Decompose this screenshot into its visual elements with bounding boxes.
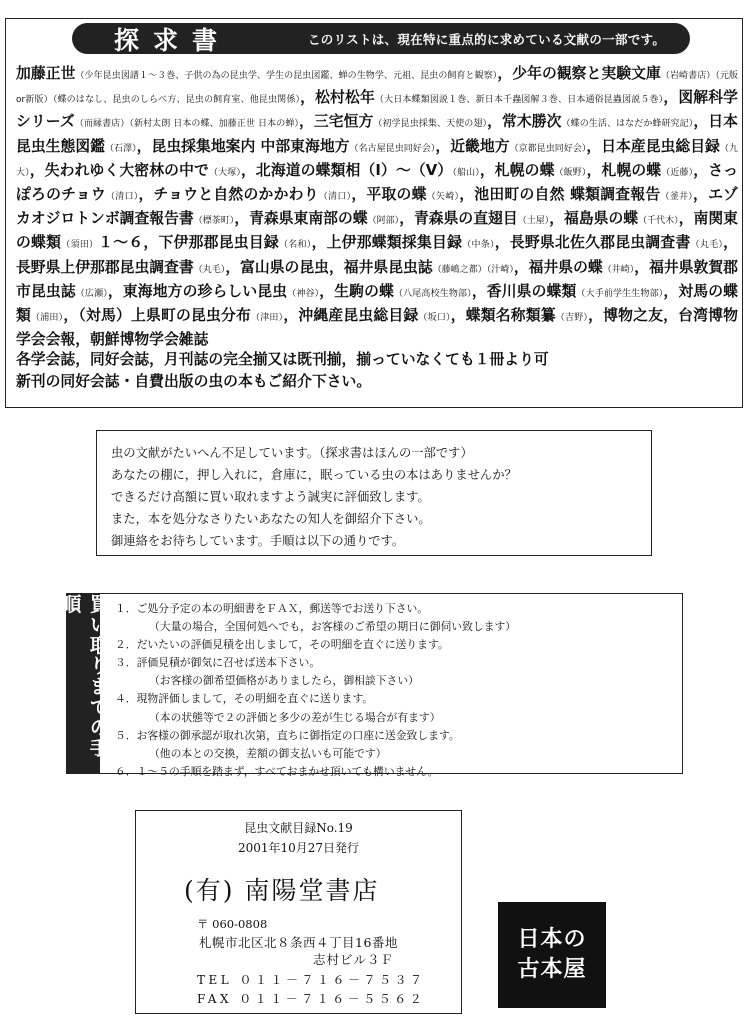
book-title: ，平取の蝶: [351, 186, 427, 204]
book-note: （少年昆虫図譜１～３巻、子供の為の昆虫学、学生の昆虫図鑑、蝉の生物学、元祖、昆虫の飼育と観察）: [75, 71, 498, 81]
message-line: 御連絡をお待ちしています。手順は以下の通りです。: [111, 534, 405, 548]
book-note: （清口）: [318, 192, 352, 203]
book-title: ，昆虫採集地案内 中部東海地方: [136, 137, 350, 155]
book-title: ，失われゆく大密林の中で: [29, 161, 209, 179]
book-title: ，図解科学シリーズ: [16, 89, 738, 131]
book-title: 加藤正世: [16, 65, 76, 82]
book-note: （坂口）: [418, 313, 451, 324]
book-title: ，香川県の蝶類: [471, 282, 577, 300]
book-title: ，札幌の蝶: [479, 161, 555, 179]
book-note: （神谷）: [287, 288, 320, 299]
book-title: ，日本昆虫生態図鑑: [16, 113, 738, 155]
wanted-subtitle: このリストは、現在特に重点的に求めている文献の一部です。: [308, 31, 666, 47]
book-note: （広瀬）: [75, 288, 108, 299]
book-note: （八尾高校生物部）: [394, 288, 472, 299]
procedure-step: ２．だいたいの評価見積を出しまして，その明細を直ぐに送ります。: [115, 638, 449, 652]
book-title: １～６，下伊那郡昆虫目録: [98, 234, 279, 252]
book-note: （丸毛）: [193, 264, 226, 275]
wanted-footer: [16, 349, 738, 393]
book-title: ，長野県北佐久郡昆虫調査書: [494, 234, 691, 252]
book-note: （千代木）: [638, 216, 679, 227]
wanted-books-box: [5, 18, 743, 408]
book-title: ，日本産昆虫総目録: [586, 137, 720, 155]
book-note: （須田）: [61, 240, 99, 251]
procedure-box: [58, 593, 683, 778]
procedure-label: 買い取りまでの手順: [67, 594, 100, 773]
procedure-step: ５．お客様の御承認が取れ次第，直ちに御指定の口座に送金致します。: [115, 728, 460, 742]
book-title: ，対馬の蝶類: [16, 282, 738, 325]
book-title: ，博物之友，台湾博物学会会報，朝鮮博物学会雑誌: [16, 307, 738, 349]
logo-line: 日本の: [517, 927, 587, 952]
book-title: ，さっぽろのチョウ: [16, 161, 738, 204]
book-note: （九大）: [16, 143, 738, 178]
book-note: （矢崎）: [426, 192, 460, 203]
book-title: ，蝶類名称類纂: [450, 307, 556, 325]
book-title: ，三宅恒方: [298, 113, 374, 131]
shop-name: (有) 南陽堂書店: [184, 876, 380, 905]
book-title: ，エゾカオジロトンボ調査報告書: [16, 186, 738, 228]
book-note: （吉野）: [555, 313, 589, 324]
nihon-no-furuhonya-logo: [498, 902, 606, 1008]
procedure-step: ６．１～５の手順を踏まず，すべておまかせ頂いても構いません。: [115, 764, 439, 778]
procedure-note: （大量の場合，全国何処へでも，お客様のご希望の期日に御伺い致します）: [149, 620, 517, 634]
book-note: （名和）: [279, 240, 312, 251]
book-title: ，青森県の直翅目: [399, 210, 518, 228]
book-title: ，長野県上伊那郡昆虫調査書: [16, 234, 738, 276]
book-note: （井崎）: [602, 264, 635, 275]
book-title: ，沖縄産昆虫総目録: [283, 307, 419, 325]
book-title: ，常木勝次: [487, 113, 562, 131]
book-note: （清口）: [105, 192, 139, 203]
message-box: [96, 430, 652, 556]
fax-number: FAX ０１１－７１６－５５６２: [197, 992, 426, 1006]
book-title: ，生駒の蝶: [319, 282, 394, 300]
wanted-footer-line: 新刊の同好会誌・自費出版の虫の本もご紹介下さい。: [16, 373, 372, 390]
book-title: ，上伊那蝶類採集目録: [311, 234, 463, 252]
address-line: 志村ビル３Ｆ: [313, 952, 395, 967]
book-title: ，チョウと自然のかかわり: [138, 186, 319, 204]
wanted-header: [72, 23, 690, 54]
book-title: ，（対馬）上県町の昆虫分布: [63, 307, 252, 325]
book-title: ，富山県の昆虫，福井県昆虫誌: [225, 258, 433, 276]
procedure-note: （本の状態等で２の評価と多少の差が生じる場合が有ます）: [149, 710, 441, 724]
book-note: （岩崎書店）（元版or新版）（蝶のはなし、昆虫のしらべ方、昆虫の飼育室、他昆虫関係）: [16, 71, 738, 106]
wanted-title: 探求書: [114, 25, 232, 55]
book-title: ，福井県の蝶: [513, 258, 603, 276]
book-title: ，松村松年: [300, 89, 375, 107]
book-note: （石澤）: [105, 143, 137, 154]
issue-date: 2001年10月27日発行: [237, 841, 360, 855]
shop-info-box: [135, 810, 462, 1014]
book-note: （初学昆虫採集、天使の翅）: [373, 119, 488, 130]
book-title: ，東海地方の珍らしい昆虫: [107, 282, 288, 300]
procedure-note: （他の本との交換，差額の御支払いも可能です）: [149, 746, 387, 760]
book-title: ，福島県の蝶: [549, 210, 639, 228]
book-note: （津田）: [251, 313, 284, 324]
book-note: （而縁書店）（新村太朗 日本の蝶、加藤正世 日本の蝉）: [74, 119, 299, 130]
message-line: できるだけ高額に買い取れますよう誠実に評価致します。: [111, 490, 430, 504]
book-note: （大日本蝶類図説１巻、新日本千蟲図解３巻、日本通俗昆蟲図説５巻）: [374, 95, 664, 106]
logo-line: 古本屋: [517, 957, 587, 982]
book-note: （標茶町）: [193, 216, 235, 227]
book-note: （京都昆虫同好会）: [509, 143, 587, 154]
book-note: （大手前学生生物部）: [576, 288, 664, 299]
book-title: ，少年の観察と実験文庫: [497, 65, 661, 82]
wanted-footer-line: 各学会誌，同好会誌，月刊誌の完全揃又は既刊揃，揃っていなくても１冊より可: [16, 351, 549, 368]
book-note: （釜井）: [660, 192, 694, 203]
book-title: ，札幌の蝶: [586, 161, 662, 179]
postal-code: 〒 060-0808: [197, 917, 268, 931]
book-note: （阿部）: [367, 216, 400, 227]
book-note: （大塚）: [208, 167, 241, 178]
book-title: ，福井県敦賀郡市昆虫誌: [16, 258, 738, 300]
book-note: （浦田）: [31, 313, 64, 324]
book-note: （中条）: [462, 240, 495, 251]
book-note: （近藤）: [661, 167, 694, 178]
book-note: （土屋）: [517, 216, 550, 227]
book-note: （飯野）: [554, 167, 587, 178]
tel-number: TEL ０１１－７１６－７５３７: [197, 973, 426, 987]
book-note: （藤嶋之都）（汁崎）: [432, 264, 514, 275]
book-note: （名古屋昆虫同好会）: [349, 143, 436, 154]
book-title: ，池田町の自然 蝶類調査報告: [459, 186, 661, 204]
catalog-title: 昆虫文献目録No.19: [244, 821, 353, 835]
book-title: ，北海道の蝶類相（Ⅰ）～（Ⅴ）: [241, 161, 453, 179]
book-title: ，青森県東南部の蝶: [234, 210, 368, 228]
book-title: ，南関東の蝶類: [16, 210, 738, 252]
wanted-book-list: [16, 63, 738, 351]
message-line: あなたの棚に，押し入れに，倉庫に，眠っている虫の本はありませんか？: [111, 468, 517, 482]
book-note: （丸毛）: [690, 240, 724, 251]
procedure-note: （お客様の御希望価格がありましたら，御相談下さい）: [149, 674, 419, 688]
address-line: 札幌市北区北８条西４丁目16番地: [199, 935, 398, 950]
book-note: （船山）: [452, 167, 480, 178]
message-line: 虫の文献がたいへん不足しています。（探求書はほんの一部です）: [111, 446, 473, 460]
procedure-step: １．ご処分予定の本の明細書をＦＡＸ，郵送等でお送り下さい。: [115, 602, 429, 615]
book-title: ，近畿地方: [435, 137, 510, 155]
procedure-steps: [115, 600, 516, 781]
procedure-step: ４．現物評価しまして，その明細を直ぐに送ります。: [115, 692, 374, 706]
procedure-step: ３．評価見積が御気に召せば送本下さい。: [115, 656, 321, 670]
book-note: （蝶の生活、はなだか蜂研究記）: [561, 119, 694, 130]
message-line: また，本を処分なさりたいあなたの知人を御紹介下さい。: [111, 512, 431, 526]
